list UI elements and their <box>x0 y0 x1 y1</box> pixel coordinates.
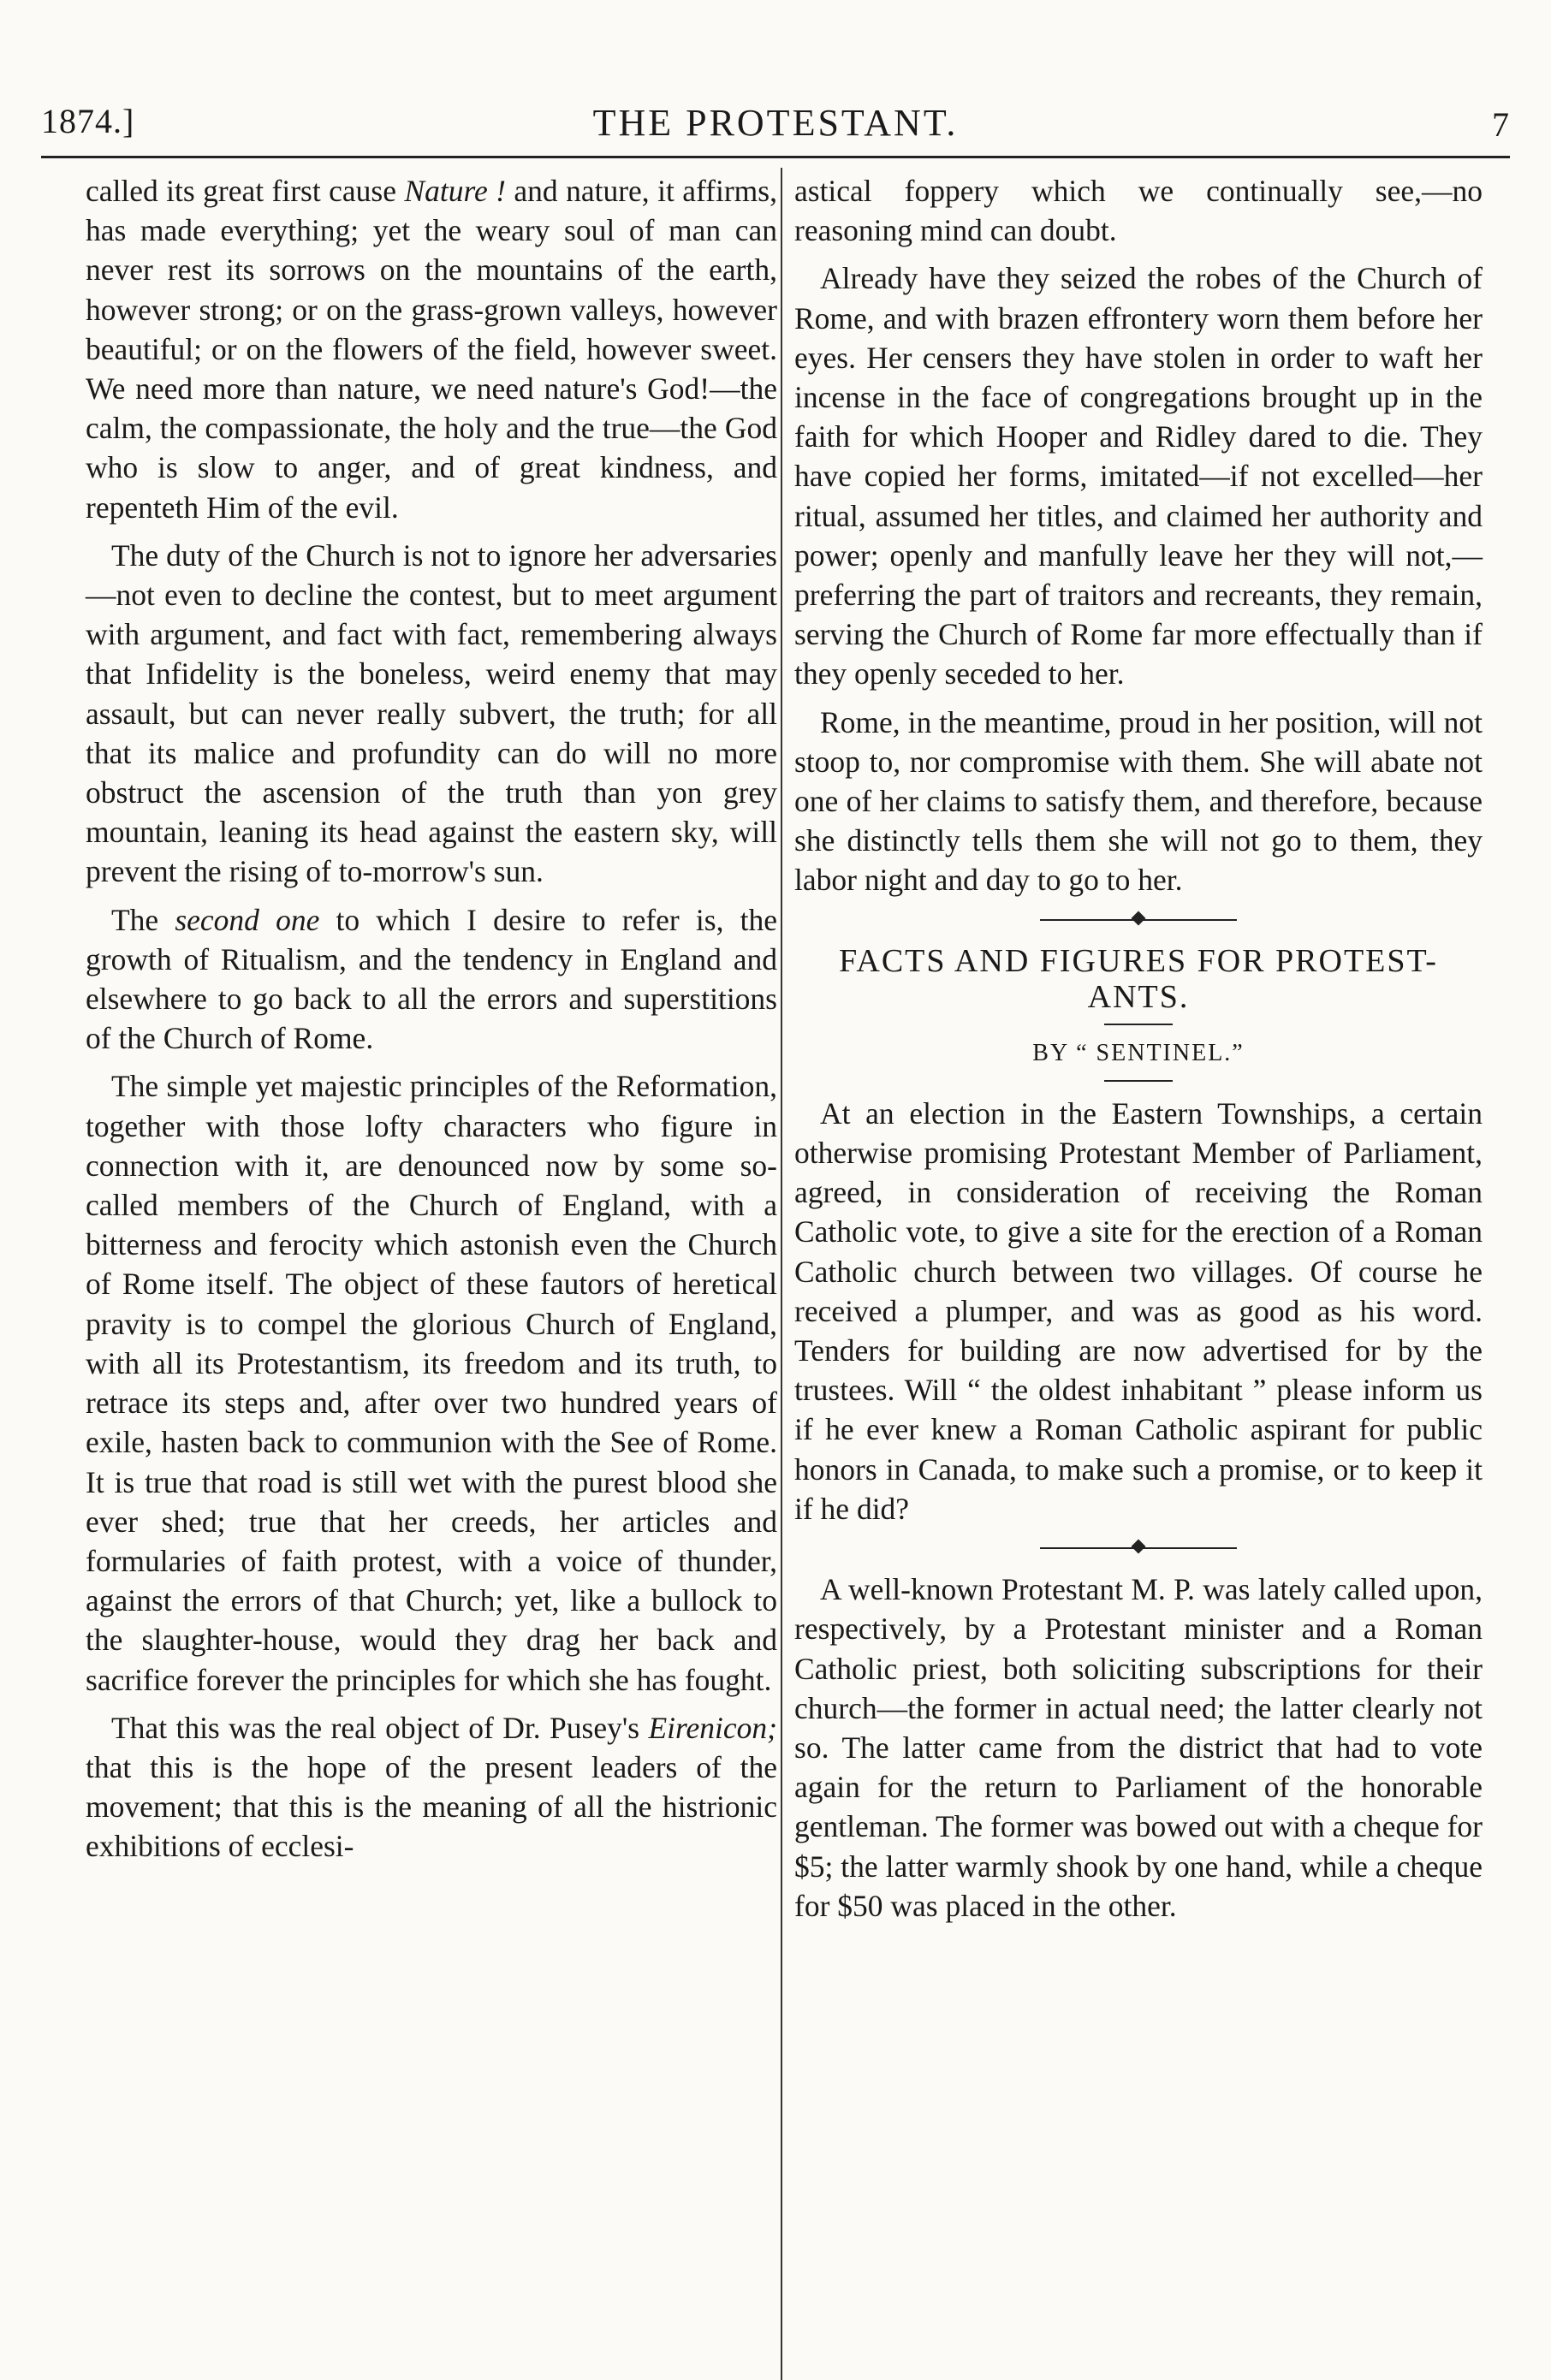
text-span: called its great first cause <box>86 174 405 208</box>
text-span: The <box>111 902 175 937</box>
paragraph: Already have they seized the robes of the Church of Rome, and with brazen effrontery worn them before her eyes. Her censers they have stolen in order to waft her incense in the face of congregations brought up in the faith for which Hooper and Ridley dared to die. They have copied her forms, imitated—if not excelled—her ritual, assumed her titles, and claimed her authority and power; openly and manfully leave her they will not,—preferring the part of traitors and recreants, they remain, serving the Church of Rome far more effectually than if they openly seceded to her. <box>794 261 1483 691</box>
paragraph: A well-known Protestant M. P. was lately called upon, respectively, by a Protestant minister and a Roman Catholic priest, both soliciting subscriptions for their church—the former in actual need; the latter clearly not so. The latter came from the district that had to vote again for the return to Parliament of the honorable gentleman. The former was bowed out with a cheque for $5; the latter warmly shook by one hand, while a cheque for $50 was placed in the other. <box>794 1572 1483 1923</box>
byline: BY “ SENTINEL.” <box>1032 1039 1245 1066</box>
paragraph: The duty of the Church is not to ignore her adversaries—not even to decline the contest, but to meet argument with argument, and fact with fact, remembering always that Infidelity is the boneless, weird enemy that may assault, but can never really subvert, the truth; for all that its malice and profundity can do will no more obstruct the ascension of the truth than yon grey mountain, leaning its head against the eastern sky, will prevent the rising of to-morrow's sun. <box>86 537 777 889</box>
paragraph <box>86 900 777 1059</box>
paragraph <box>86 1708 777 1867</box>
paragraph: The simple yet majestic principles of the Reformation, together with those lofty characters who figure in connection with it, are denounced now by some so-called members of the Church of England, with a bitterness and ferocity which astonish even the Church of Rome itself. The object of these fautors of heretical pravity is to compel the glorious Church of England, with all its Protestantism, its freedom and its truth, to retrace its steps and, after over two hundred years of exile, hasten back to communion with the See of Rome. It is true that road is still wet with the purest blood she ever shed; true that her creeds, her articles and formularies of faith protest, with a voice of thunder, against the errors of that Church; yet, like a bullock to the slaughter-house, would they drag her back and sacrifice forever the principles for which she has fought. <box>86 1069 777 1697</box>
column-divider <box>781 168 782 2380</box>
emphasis: Eirenicon; <box>648 1710 777 1745</box>
text-span: that this is the hope of the present leaders of the movement; that this is the meaning of all the histrionic exhibitions of ecclesi- <box>86 1749 777 1864</box>
emphasis: Nature ! <box>404 174 506 208</box>
page-number: 7 <box>1492 105 1510 144</box>
left-column <box>86 171 777 1875</box>
section-ornament-rule <box>1040 1537 1237 1559</box>
text-span: to which I desire to refer is, the growth of Ritualism, and the tendency in England and elsewhere to go back to all the errors and superstitions of the Church of Rome. <box>86 902 777 1056</box>
text-span: and nature, it affirms, has made everything; yet the weary soul of man can never rest its sorrows on the mountains of the earth, however strong; or on the grass-grown valleys, however beautiful; or on the flowers of the field, however sweet. We need more than nature, we need nature's God!—the calm, the compassionate, the holy and the true—the God who is slow to anger, and of great kindness, and repenteth Him of the evil. <box>86 174 777 525</box>
paragraph: astical foppery which we continually see,—no reasoning mind can doubt. <box>794 174 1483 248</box>
page-header <box>41 101 1510 152</box>
text-span: That this was the real object of Dr. Pusey's <box>111 1710 649 1745</box>
publication-title: THE PROTESTANT. <box>592 102 959 144</box>
paragraph: Rome, in the meantime, proud in her position, will not stoop to, nor compromise with them. She will abate not one of her claims to satisfy them, and therefore, because she distinctly tells them she will not go to them, they labor night and day to go to her. <box>794 704 1483 898</box>
ornament-dot <box>1132 911 1146 925</box>
ornament-dot <box>1132 1540 1146 1554</box>
header-rule <box>41 156 1510 158</box>
short-rule <box>1104 1080 1173 1082</box>
short-rule <box>1104 1024 1173 1025</box>
issue-year: 1874.] <box>41 102 135 140</box>
paragraph <box>86 171 777 527</box>
paragraph: At an election in the Eastern Townships, a certain otherwise promising Protestant Member of Parliament, agreed, in consideration of receiving the Roman Catholic vote, to give a site for the erection of a Roman Catholic church between two villages. Of course he received a plumper, and was as good as his word. Tenders for building are now advertised for by the trustees. Will “ the oldest inhabitant ” please inform us if he ever knew a Roman Catholic aspirant for public honors in Canada, to make such a promise, or to keep it if he did? <box>794 1095 1483 1526</box>
emphasis: second one <box>175 902 320 937</box>
section-ornament-rule <box>1040 909 1237 931</box>
right-column <box>794 171 1483 1934</box>
section-heading: FACTS AND FIGURES FOR PROTEST-ANTS. <box>839 942 1438 1015</box>
